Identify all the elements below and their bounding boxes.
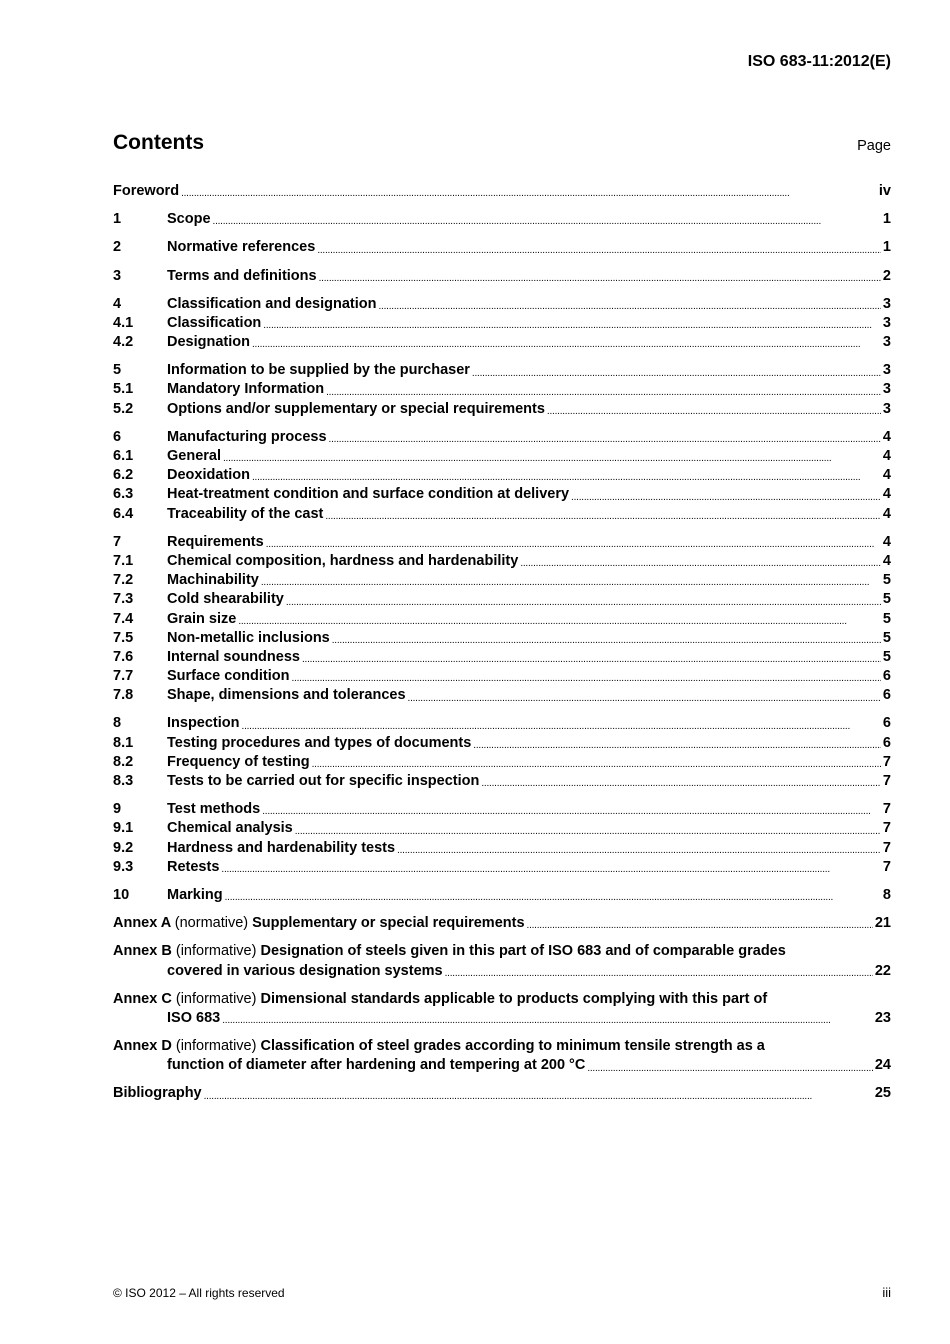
toc-entry-foreword[interactable] bbox=[113, 182, 891, 201]
toc-entry[interactable] bbox=[113, 381, 891, 400]
dot-leader bbox=[242, 720, 881, 734]
toc-entry-number: 8.2 bbox=[113, 753, 134, 770]
toc-entry[interactable] bbox=[113, 839, 891, 858]
toc-entry-title: Testing procedures and types of documents bbox=[167, 734, 472, 751]
toc-entry-title: Traceability of the cast bbox=[167, 505, 324, 522]
toc-entry[interactable] bbox=[113, 428, 891, 447]
toc-entry-annex-d-line2[interactable] bbox=[113, 1056, 891, 1075]
toc-entry-title: Internal soundness bbox=[167, 648, 300, 665]
dot-leader bbox=[261, 576, 881, 590]
dot-leader bbox=[252, 471, 881, 485]
table-of-contents bbox=[113, 182, 891, 1113]
toc-entry-page: 7 bbox=[882, 858, 891, 875]
toc-entry[interactable] bbox=[113, 505, 891, 524]
toc-group-10 bbox=[113, 886, 891, 905]
toc-entry-title: Foreword bbox=[113, 182, 180, 199]
toc-entry-number: 8.3 bbox=[113, 773, 134, 790]
toc-entry-page: 4 bbox=[882, 533, 891, 550]
toc-entry-page: 3 bbox=[882, 295, 891, 312]
toc-entry-number: 5 bbox=[113, 362, 122, 379]
dot-leader bbox=[481, 777, 881, 791]
dot-leader bbox=[213, 215, 881, 229]
toc-entry-page: 7 bbox=[882, 773, 891, 790]
toc-entry-page: 4 bbox=[882, 505, 891, 522]
toc-entry-title: Frequency of testing bbox=[167, 753, 310, 770]
toc-entry-page: 5 bbox=[882, 591, 891, 608]
toc-entry[interactable] bbox=[113, 466, 891, 485]
toc-entry-annex-b-line2[interactable] bbox=[113, 962, 891, 981]
toc-group-9 bbox=[113, 800, 891, 877]
toc-entry[interactable] bbox=[113, 571, 891, 590]
toc-entry[interactable] bbox=[113, 819, 891, 838]
toc-entry-number: 5.2 bbox=[113, 400, 134, 417]
toc-entry-title: Heat-treatment condition and surface condition at delivery bbox=[167, 486, 570, 503]
toc-entry[interactable] bbox=[113, 629, 891, 648]
toc-entry-number: 7.1 bbox=[113, 552, 134, 569]
toc-entry[interactable] bbox=[113, 686, 891, 705]
toc-entry[interactable] bbox=[113, 753, 891, 772]
toc-entry-number: 3 bbox=[113, 267, 122, 284]
toc-entry-number: 2 bbox=[113, 239, 122, 256]
toc-entry-page: 4 bbox=[882, 467, 891, 484]
toc-entry[interactable] bbox=[113, 238, 891, 257]
toc-entry[interactable] bbox=[113, 667, 891, 686]
toc-entry-number: 6.2 bbox=[113, 467, 134, 484]
toc-entry-number: 7.2 bbox=[113, 572, 134, 589]
toc-group-annex-a bbox=[113, 914, 891, 933]
annex-label: Annex B bbox=[113, 943, 172, 960]
toc-entry[interactable] bbox=[113, 734, 891, 753]
toc-entry-title: Information to be supplied by the purchaser bbox=[167, 362, 470, 379]
toc-entry-page: 25 bbox=[874, 1085, 891, 1102]
toc-entry[interactable] bbox=[113, 590, 891, 609]
toc-entry-number: 7.6 bbox=[113, 648, 134, 665]
toc-entry-title: Scope bbox=[167, 211, 211, 228]
toc-entry-title: General bbox=[167, 448, 221, 465]
dot-leader bbox=[472, 367, 881, 381]
annex-label: Annex C bbox=[113, 990, 172, 1007]
toc-entry[interactable] bbox=[113, 772, 891, 791]
toc-entry-title: Tests to be carried out for specific inspection bbox=[167, 773, 480, 790]
toc-entry[interactable] bbox=[113, 333, 891, 352]
dot-leader bbox=[204, 1090, 873, 1104]
toc-entry-annex-b-line1[interactable] bbox=[113, 942, 891, 961]
toc-entry-page: 6 bbox=[882, 687, 891, 704]
toc-entry-page: iv bbox=[878, 182, 891, 199]
toc-entry-title: Bibliography bbox=[113, 1085, 202, 1102]
toc-entry-page: 5 bbox=[882, 572, 891, 589]
toc-entry[interactable] bbox=[113, 858, 891, 877]
toc-entry-page: 4 bbox=[882, 552, 891, 569]
toc-entry-page: 6 bbox=[882, 715, 891, 732]
dot-leader bbox=[547, 405, 881, 419]
toc-entry[interactable] bbox=[113, 485, 891, 504]
annex-type: (informative) bbox=[175, 990, 257, 1007]
toc-entry-number: 9.2 bbox=[113, 839, 134, 856]
toc-entry-title: Grain size bbox=[167, 610, 237, 627]
toc-group-2 bbox=[113, 238, 891, 257]
toc-entry[interactable] bbox=[113, 552, 891, 571]
dot-leader bbox=[302, 653, 881, 667]
dot-leader bbox=[319, 272, 881, 286]
toc-entry-title: Test methods bbox=[167, 801, 261, 818]
annex-label: Annex D bbox=[113, 1038, 172, 1055]
toc-entry[interactable] bbox=[113, 447, 891, 466]
toc-entry-title: Mandatory Information bbox=[167, 381, 325, 398]
toc-entry-title: Options and/or supplementary or special requirements bbox=[167, 400, 545, 417]
annex-title-line1: Dimensional standards applicable to products complying with this part of bbox=[260, 990, 768, 1007]
toc-entry-number: 8.1 bbox=[113, 734, 134, 751]
toc-entry-number: 9.3 bbox=[113, 858, 134, 875]
annex-type: (informative) bbox=[175, 1038, 257, 1055]
toc-entry-page: 3 bbox=[882, 314, 891, 331]
toc-entry-page: 5 bbox=[882, 648, 891, 665]
toc-group-3 bbox=[113, 267, 891, 286]
toc-entry-number: 4.2 bbox=[113, 334, 134, 351]
toc-entry-title: Retests bbox=[167, 858, 220, 875]
toc-entry-page: 3 bbox=[882, 400, 891, 417]
toc-entry-title: Marking bbox=[167, 886, 223, 903]
toc-entry[interactable] bbox=[113, 886, 891, 905]
annex-title-line2: ISO 683 bbox=[167, 1009, 221, 1026]
toc-entry-page: 2 bbox=[882, 267, 891, 284]
toc-entry-page: 3 bbox=[882, 362, 891, 379]
toc-entry-page: 1 bbox=[882, 239, 891, 256]
toc-entry[interactable] bbox=[113, 610, 891, 629]
toc-entry-number: 6.4 bbox=[113, 505, 134, 522]
toc-entry-page: 21 bbox=[874, 915, 891, 932]
toc-entry-title: Chemical analysis bbox=[167, 820, 293, 837]
toc-entry-title: Inspection bbox=[167, 715, 240, 732]
toc-entry-number: 7.4 bbox=[113, 610, 134, 627]
toc-entry-number: 7 bbox=[113, 533, 122, 550]
toc-entry-title: Chemical composition, hardness and hardenability bbox=[167, 552, 519, 569]
toc-entry[interactable] bbox=[113, 715, 891, 734]
toc-entry-number: 7.5 bbox=[113, 629, 134, 646]
dot-leader bbox=[223, 452, 881, 466]
toc-entry[interactable] bbox=[113, 533, 891, 552]
dot-leader bbox=[286, 596, 881, 610]
toc-entry-number: 8 bbox=[113, 715, 122, 732]
toc-entry-title: Classification bbox=[167, 314, 262, 331]
toc-group-8 bbox=[113, 715, 891, 792]
toc-entry[interactable] bbox=[113, 267, 891, 286]
dot-leader bbox=[326, 386, 881, 400]
dot-leader bbox=[317, 244, 881, 258]
dot-leader bbox=[225, 891, 881, 905]
toc-entry-title: Machinability bbox=[167, 572, 259, 589]
toc-entry-page: 6 bbox=[882, 734, 891, 751]
annex-title-line1: Classification of steel grades according to minimum tensile strength as a bbox=[260, 1038, 765, 1055]
toc-entry-number: 7.3 bbox=[113, 591, 134, 608]
toc-entry-number: 5.1 bbox=[113, 381, 134, 398]
contents-title: Contents bbox=[113, 131, 204, 154]
footer-copyright: © ISO 2012 – All rights reserved bbox=[113, 1286, 285, 1300]
dot-leader bbox=[445, 967, 873, 981]
dot-leader bbox=[312, 758, 881, 772]
toc-group-foreword bbox=[113, 182, 891, 201]
toc-entry-title: Shape, dimensions and tolerances bbox=[167, 687, 406, 704]
dot-leader bbox=[408, 692, 881, 706]
toc-entry-title: Normative references bbox=[167, 239, 316, 256]
toc-entry-page: 3 bbox=[882, 381, 891, 398]
toc-entry-title: Surface condition bbox=[167, 668, 290, 685]
toc-entry[interactable] bbox=[113, 314, 891, 333]
toc-entry-title: Non-metallic inclusions bbox=[167, 629, 330, 646]
toc-entry-number: 6.1 bbox=[113, 448, 134, 465]
dot-leader bbox=[520, 557, 881, 571]
toc-entry-title bbox=[113, 914, 525, 933]
dot-leader bbox=[332, 634, 881, 648]
annex-type: (informative) bbox=[175, 943, 257, 960]
dot-leader bbox=[222, 1014, 873, 1028]
toc-entry-number: 10 bbox=[113, 886, 130, 903]
annex-type: (normative) bbox=[174, 915, 249, 932]
toc-entry-number: 7.7 bbox=[113, 668, 134, 685]
toc-entry-title: Requirements bbox=[167, 533, 264, 550]
toc-entry-annex-a[interactable] bbox=[113, 914, 891, 933]
toc-group-annex-b bbox=[113, 942, 891, 980]
dot-leader bbox=[221, 863, 881, 877]
dot-leader bbox=[291, 672, 880, 686]
toc-entry-title: Deoxidation bbox=[167, 467, 250, 484]
toc-group-annex-d bbox=[113, 1037, 891, 1075]
toc-entry[interactable] bbox=[113, 800, 891, 819]
document-id: ISO 683-11:2012(E) bbox=[747, 53, 891, 70]
dot-leader bbox=[571, 491, 881, 505]
toc-entry-number: 9.1 bbox=[113, 820, 134, 837]
toc-entry-number: 9 bbox=[113, 801, 122, 818]
toc-entry-page: 7 bbox=[882, 801, 891, 818]
dot-leader bbox=[263, 319, 881, 333]
toc-entry-title: Hardness and hardenability tests bbox=[167, 839, 396, 856]
toc-entry-title: Cold shearability bbox=[167, 591, 284, 608]
annex-title-line2: function of diameter after hardening and tempering at 200 °C bbox=[167, 1057, 586, 1074]
toc-entry[interactable] bbox=[113, 400, 891, 419]
toc-entry-number: 1 bbox=[113, 211, 122, 228]
toc-entry-number: 4 bbox=[113, 295, 122, 312]
page-column-label: Page bbox=[857, 138, 891, 154]
toc-entry-page: 7 bbox=[882, 753, 891, 770]
toc-entry-title: Designation bbox=[167, 334, 250, 351]
toc-entry-page: 4 bbox=[882, 448, 891, 465]
toc-entry-page: 5 bbox=[882, 629, 891, 646]
toc-entry-page: 4 bbox=[882, 486, 891, 503]
toc-entry-bibliography[interactable] bbox=[113, 1085, 891, 1104]
dot-leader bbox=[329, 433, 881, 447]
dot-leader bbox=[295, 825, 881, 839]
toc-entry[interactable] bbox=[113, 648, 891, 667]
dot-leader bbox=[397, 844, 881, 858]
toc-entry-annex-d-line1[interactable] bbox=[113, 1037, 891, 1056]
toc-entry-annex-c-line2[interactable] bbox=[113, 1009, 891, 1028]
toc-entry-title: Classification and designation bbox=[167, 295, 377, 312]
dot-leader bbox=[527, 919, 873, 933]
toc-entry-number: 6 bbox=[113, 428, 122, 445]
toc-entry[interactable] bbox=[113, 210, 891, 229]
dot-leader bbox=[262, 805, 881, 819]
toc-entry-page: 22 bbox=[874, 962, 891, 979]
annex-title: Supplementary or special requirements bbox=[252, 915, 525, 932]
toc-entry-page: 4 bbox=[882, 428, 891, 445]
annex-label: Annex A bbox=[113, 915, 171, 932]
dot-leader bbox=[266, 538, 881, 552]
toc-entry-number: 7.8 bbox=[113, 687, 134, 704]
toc-entry-page: 1 bbox=[882, 211, 891, 228]
toc-entry-number: 4.1 bbox=[113, 314, 134, 331]
toc-group-1 bbox=[113, 210, 891, 229]
toc-entry-page: 8 bbox=[882, 886, 891, 903]
annex-title-line1: Designation of steels given in this part of ISO 683 and of comparable grades bbox=[260, 943, 786, 960]
dot-leader bbox=[252, 338, 881, 352]
toc-entry-title: Manufacturing process bbox=[167, 428, 327, 445]
annex-title-line2: covered in various designation systems bbox=[167, 962, 443, 979]
toc-entry-number: 6.3 bbox=[113, 486, 134, 503]
dot-leader bbox=[238, 615, 881, 629]
dot-leader bbox=[378, 300, 880, 314]
toc-entry[interactable] bbox=[113, 361, 891, 380]
toc-entry-page: 24 bbox=[874, 1057, 891, 1074]
toc-entry-page: 3 bbox=[882, 334, 891, 351]
toc-group-annex-c bbox=[113, 990, 891, 1028]
dot-leader bbox=[181, 187, 877, 201]
toc-group-4 bbox=[113, 295, 891, 353]
toc-entry-title: Terms and definitions bbox=[167, 267, 317, 284]
dot-leader bbox=[587, 1062, 873, 1076]
toc-group-6 bbox=[113, 428, 891, 524]
dot-leader bbox=[325, 510, 881, 524]
footer-page-number: iii bbox=[882, 1285, 891, 1300]
toc-entry-page: 6 bbox=[882, 668, 891, 685]
toc-entry-page: 7 bbox=[882, 820, 891, 837]
toc-group-7 bbox=[113, 533, 891, 706]
toc-group-bibliography bbox=[113, 1085, 891, 1104]
toc-group-5 bbox=[113, 361, 891, 419]
toc-entry-annex-c-line1[interactable] bbox=[113, 990, 891, 1009]
toc-entry-page: 23 bbox=[874, 1009, 891, 1026]
dot-leader bbox=[473, 739, 881, 753]
toc-entry-page: 7 bbox=[882, 839, 891, 856]
toc-entry-page: 5 bbox=[882, 610, 891, 627]
toc-entry[interactable] bbox=[113, 295, 891, 314]
